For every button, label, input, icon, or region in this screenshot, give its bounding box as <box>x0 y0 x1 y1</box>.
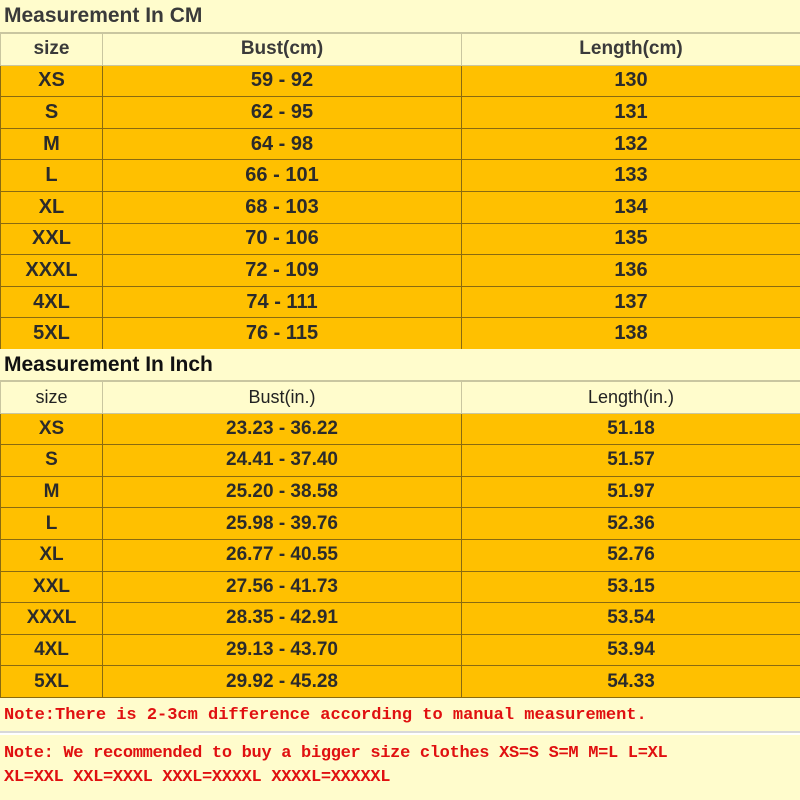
bust-cell: 59 - 92 <box>103 65 462 97</box>
bust-cell: 66 - 101 <box>103 160 462 192</box>
inch-size-table <box>0 381 800 698</box>
size-cell: M <box>1 476 103 508</box>
cm-section-title: Measurement In CM <box>0 0 800 33</box>
bust-cell: 62 - 95 <box>103 97 462 129</box>
size-cell: XXL <box>1 223 103 255</box>
length-cell: 53.94 <box>462 634 800 666</box>
header-size: size <box>1 382 103 414</box>
table-row <box>1 191 800 223</box>
header-bust: Bust(in.) <box>103 382 462 414</box>
header-bust: Bust(cm) <box>103 34 462 66</box>
bust-cell: 64 - 98 <box>103 128 462 160</box>
table-row <box>1 508 800 540</box>
size-cell: XS <box>1 413 103 445</box>
recommendation-line-1: Note: We recommended to buy a bigger size clothes XS=S S=M M=L L=XL <box>4 744 668 763</box>
size-cell: 5XL <box>1 666 103 698</box>
size-cell: XS <box>1 65 103 97</box>
cm-size-table <box>0 33 800 350</box>
length-cell: 137 <box>462 286 800 318</box>
table-row <box>1 128 800 160</box>
size-cell: XL <box>1 539 103 571</box>
table-row <box>1 476 800 508</box>
bust-cell: 70 - 106 <box>103 223 462 255</box>
size-cell: L <box>1 160 103 192</box>
table-row <box>1 571 800 603</box>
length-cell: 52.36 <box>462 508 800 540</box>
inch-section-title: Measurement In Inch <box>0 349 800 381</box>
table-row <box>1 603 800 635</box>
bust-cell: 27.56 - 41.73 <box>103 571 462 603</box>
length-cell: 133 <box>462 160 800 192</box>
size-cell: 5XL <box>1 318 103 350</box>
table-row <box>1 666 800 698</box>
table-row <box>1 97 800 129</box>
cm-table-header <box>1 34 800 66</box>
difference-note: Note:There is 2-3cm difference according to manual measurement. <box>0 697 800 733</box>
header-size: size <box>1 34 103 66</box>
size-cell: S <box>1 445 103 477</box>
table-row <box>1 160 800 192</box>
length-cell: 130 <box>462 65 800 97</box>
size-cell: XXXL <box>1 603 103 635</box>
bust-cell: 29.13 - 43.70 <box>103 634 462 666</box>
size-cell: 4XL <box>1 286 103 318</box>
inch-table-header <box>1 382 800 414</box>
table-row <box>1 413 800 445</box>
table-row <box>1 286 800 318</box>
bust-cell: 25.98 - 39.76 <box>103 508 462 540</box>
bust-cell: 29.92 - 45.28 <box>103 666 462 698</box>
length-cell: 51.97 <box>462 476 800 508</box>
bust-cell: 74 - 111 <box>103 286 462 318</box>
table-row <box>1 445 800 477</box>
size-cell: 4XL <box>1 634 103 666</box>
bust-cell: 76 - 115 <box>103 318 462 350</box>
bust-cell: 72 - 109 <box>103 255 462 287</box>
header-length: Length(in.) <box>462 382 800 414</box>
length-cell: 51.18 <box>462 413 800 445</box>
bust-cell: 68 - 103 <box>103 191 462 223</box>
length-cell: 51.57 <box>462 445 800 477</box>
length-cell: 132 <box>462 128 800 160</box>
table-row <box>1 65 800 97</box>
bust-cell: 28.35 - 42.91 <box>103 603 462 635</box>
size-cell: M <box>1 128 103 160</box>
bust-cell: 23.23 - 36.22 <box>103 413 462 445</box>
length-cell: 131 <box>462 97 800 129</box>
size-cell: XL <box>1 191 103 223</box>
recommendation-note <box>0 735 800 800</box>
size-cell: L <box>1 508 103 540</box>
table-row <box>1 539 800 571</box>
bust-cell: 24.41 - 37.40 <box>103 445 462 477</box>
bust-cell: 26.77 - 40.55 <box>103 539 462 571</box>
table-row <box>1 255 800 287</box>
length-cell: 53.54 <box>462 603 800 635</box>
length-cell: 136 <box>462 255 800 287</box>
bust-cell: 25.20 - 38.58 <box>103 476 462 508</box>
length-cell: 135 <box>462 223 800 255</box>
table-row <box>1 223 800 255</box>
size-cell: XXL <box>1 571 103 603</box>
header-length: Length(cm) <box>462 34 800 66</box>
length-cell: 54.33 <box>462 666 800 698</box>
table-row <box>1 634 800 666</box>
recommendation-line-2: XL=XXL XXL=XXXL XXXL=XXXXL XXXXL=XXXXXL <box>4 768 391 787</box>
length-cell: 52.76 <box>462 539 800 571</box>
length-cell: 138 <box>462 318 800 350</box>
length-cell: 53.15 <box>462 571 800 603</box>
size-cell: XXXL <box>1 255 103 287</box>
table-row <box>1 318 800 350</box>
size-cell: S <box>1 97 103 129</box>
length-cell: 134 <box>462 191 800 223</box>
